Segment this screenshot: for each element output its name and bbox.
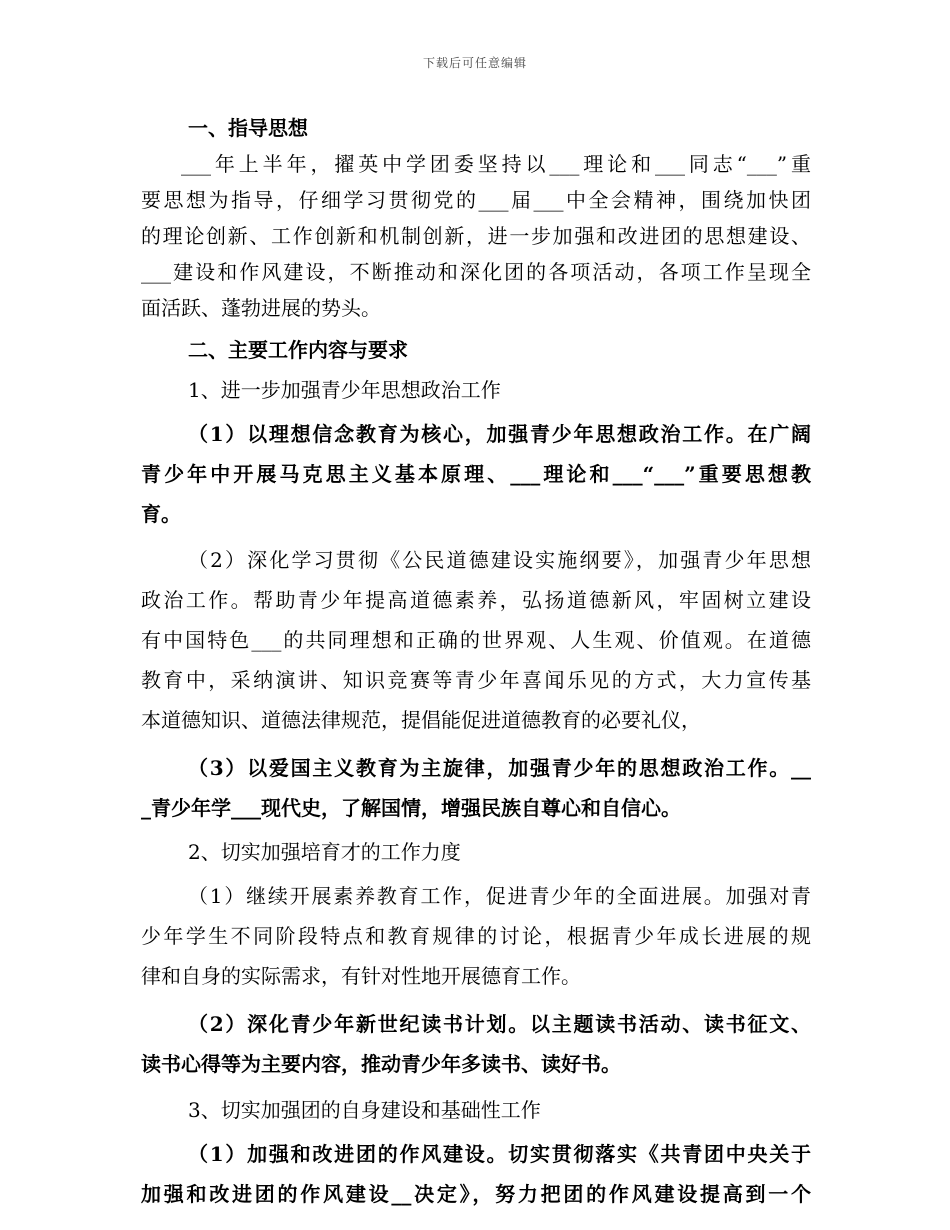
page-header: 下载后可任意编辑 bbox=[422, 56, 527, 70]
paragraph-line-bold: 加强和改进团的作风建设__决定》，努力把团的作风建设提高到一个 bbox=[141, 1182, 811, 1206]
paragraph-line: 政治工作。帮助青少年提高道德素养，弘扬道德新风，牢固树立建设 bbox=[141, 588, 811, 612]
paragraph-line: 本道德知识、道德法律规范，提倡能促进道德教育的必要礼仪， bbox=[141, 708, 701, 732]
paragraph-line: 律和自身的实际需求，有针对性地开展德育工作。 bbox=[141, 964, 581, 988]
paragraph-line-bold: （1）以理想信念教育为核心，加强青少年思想政治工作。在广阔 bbox=[188, 422, 811, 446]
paragraph-line-bold: （1）加强和改进团的作风建设。切实贯彻落实《共青团中央关于 bbox=[188, 1142, 811, 1166]
subsection-heading: 1、进一步加强青少年思想政治工作 bbox=[188, 378, 501, 402]
paragraph-line-bold: _青少年学___现代史，了解国情，增强民族自尊心和自信心。 bbox=[141, 796, 681, 820]
paragraph-line: （2）深化学习贯彻《公民道德建设实施纲要》，加强青少年思想 bbox=[188, 548, 811, 572]
paragraph-line: ___年上半年，擢英中学团委坚持以___理论和___同志“___”重 bbox=[181, 152, 811, 176]
paragraph-line: 教育中，采纳演讲、知识竞赛等青少年喜闻乐见的方式，大力宣传基 bbox=[141, 668, 811, 692]
paragraph-line: 的理论创新、工作创新和机制创新，进一步加强和改进团的思想建设、 bbox=[141, 224, 811, 248]
paragraph-line: 要思想为指导，仔细学习贯彻党的___届___中全会精神，围绕加快团 bbox=[141, 188, 811, 212]
paragraph-line-bold: 育。 bbox=[141, 502, 181, 526]
section-heading-guiding-thought: 一、指导思想 bbox=[188, 116, 308, 140]
section-heading-main-work: 二、主要工作内容与要求 bbox=[188, 338, 408, 362]
paragraph-line-bold: 青少年中开展马克思主义基本原理、___理论和___“___”重要思想教 bbox=[141, 462, 811, 486]
paragraph-line-bold: 读书心得等为主要内容，推动青少年多读书、读好书。 bbox=[141, 1052, 621, 1076]
paragraph-line: 有中国特色___的共同理想和正确的世界观、人生观、价值观。在道德 bbox=[141, 628, 811, 652]
paragraph-line-bold: （3）以爱国主义教育为主旋律，加强青少年的思想政治工作。__ bbox=[188, 756, 811, 780]
paragraph-line: （1）继续开展素养教育工作，促进青少年的全面进展。加强对青 bbox=[188, 884, 811, 908]
paragraph-line-bold: （2）深化青少年新世纪读书计划。以主题读书活动、读书征文、 bbox=[188, 1012, 811, 1036]
paragraph-line: 面活跃、蓬勃进展的势头。 bbox=[141, 296, 381, 320]
document-body bbox=[141, 108, 811, 1212]
paragraph-line: ___建设和作风建设，不断推动和深化团的各项活动，各项工作呈现全 bbox=[141, 260, 811, 284]
paragraph-line: 少年学生不同阶段特点和教育规律的讨论，根据青少年成长进展的规 bbox=[141, 924, 811, 948]
subsection-heading: 2、切实加强培育才的工作力度 bbox=[188, 840, 461, 864]
subsection-heading: 3、切实加强团的自身建设和基础性工作 bbox=[188, 1098, 541, 1122]
